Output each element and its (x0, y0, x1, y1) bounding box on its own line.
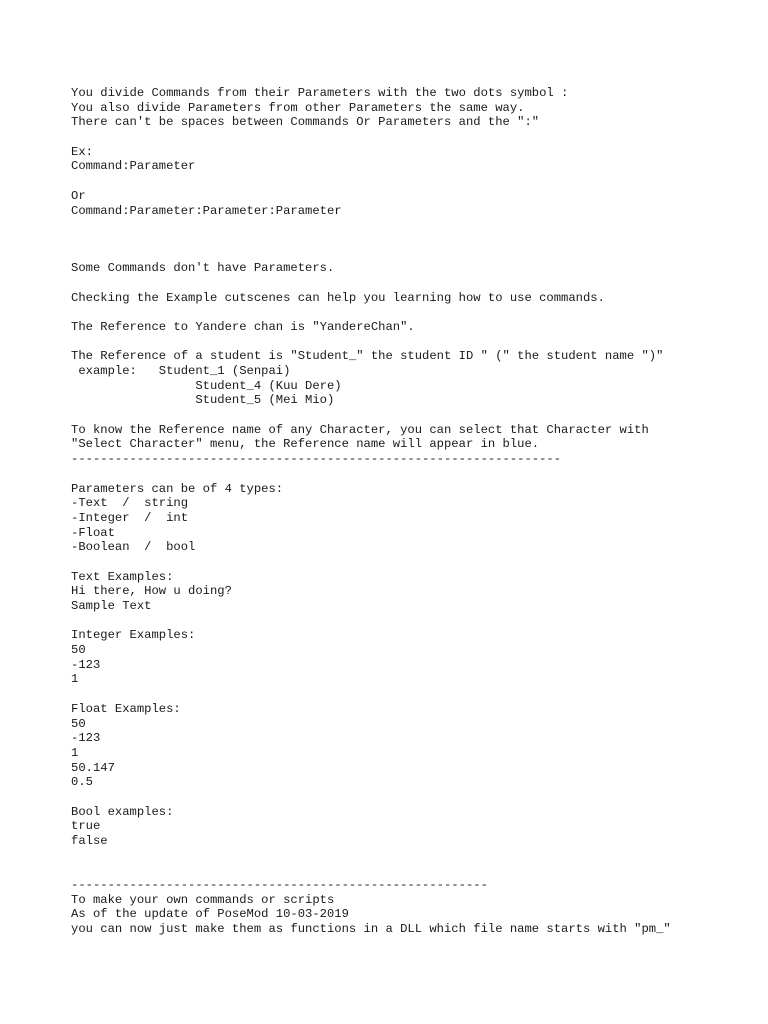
text-line: Command:Parameter (71, 159, 196, 174)
paragraph (71, 291, 761, 306)
text-line: The Reference to Yandere chan is "YandereChan". (71, 319, 415, 334)
text-line: The Reference of a student is "Student_" the student ID " (" the student name ")" (71, 349, 664, 364)
text-line: -Boolean / bool (71, 540, 196, 555)
paragraph-spacer (71, 174, 761, 189)
text-line: You also divide Parameters from other Parameters the same way. (71, 100, 525, 115)
paragraph (71, 261, 761, 276)
paragraph-spacer (71, 614, 761, 629)
paragraph (71, 702, 761, 790)
text-line: 0.5 (71, 775, 93, 790)
text-line: "Select Character" menu, the Reference name will appear in blue. (71, 437, 540, 452)
text-line: Command:Parameter:Parameter:Parameter (71, 203, 342, 218)
text-line: Or (71, 188, 86, 203)
text-line: Text Examples: (71, 569, 174, 584)
text-line: -123 (71, 657, 101, 672)
paragraph (71, 570, 761, 614)
text-line: example: Student_1 (Senpai) (71, 364, 291, 378)
text-line: -123 (71, 731, 101, 746)
paragraph-spacer (71, 467, 761, 482)
paragraph (71, 145, 761, 174)
text-line: 1 (71, 672, 79, 687)
document-body (71, 86, 761, 937)
paragraph (71, 86, 761, 130)
paragraph (71, 878, 761, 937)
paragraph-spacer (71, 555, 761, 570)
text-line: Parameters can be of 4 types: (71, 481, 284, 496)
paragraph (71, 320, 761, 335)
text-line: 1 (71, 745, 79, 760)
text-line: To know the Reference name of any Character, you can select that Character with (71, 422, 649, 437)
paragraph-spacer (71, 276, 761, 291)
paragraph (71, 805, 761, 849)
paragraph-spacer (71, 305, 761, 320)
text-line: --------------------------------------------------------- (71, 878, 488, 893)
text-line: Bool examples: (71, 804, 174, 819)
paragraph (71, 628, 761, 687)
text-line: false (71, 834, 108, 848)
text-line: ------------------------------------------------------------------- (71, 452, 562, 467)
text-line: Ex: (71, 144, 93, 159)
text-line: Hi there, How u doing? (71, 584, 232, 599)
text-line: Integer Examples: (71, 628, 196, 643)
text-line: Student_5 (Mei Mio) (71, 393, 335, 408)
text-line: Checking the Example cutscenes can help you learning how to use commands. (71, 290, 605, 305)
text-line: -Text / string (71, 496, 189, 511)
text-line: Some Commands don't have Parameters. (71, 261, 335, 276)
paragraph (71, 482, 761, 555)
paragraph (71, 349, 761, 408)
paragraph (71, 423, 761, 467)
text-line: 50 (71, 643, 86, 658)
text-line: Float Examples: (71, 701, 181, 716)
text-line: 50.147 (71, 760, 115, 775)
paragraph-spacer (71, 130, 761, 145)
text-line: You divide Commands from their Parameters with the two dots symbol : (71, 86, 569, 100)
text-line: There can't be spaces between Commands Or Parameters and the ":" (71, 115, 540, 130)
text-line: -Float (71, 525, 115, 540)
paragraph-spacer (71, 849, 761, 878)
paragraph-spacer (71, 218, 761, 261)
paragraph-spacer (71, 335, 761, 350)
paragraph (71, 189, 761, 218)
text-line: -Integer / int (71, 510, 189, 525)
text-line: As of the update of PoseMod 10-03-2019 (71, 907, 349, 922)
text-line: Student_4 (Kuu Dere) (71, 378, 342, 393)
text-line: true (71, 819, 101, 834)
paragraph-spacer (71, 687, 761, 702)
text-line: To make your own commands or scripts (71, 892, 335, 907)
text-line: you can now just make them as functions in a DLL which file name starts with "pm_" (71, 922, 671, 937)
text-line: 50 (71, 716, 86, 731)
paragraph-spacer (71, 408, 761, 423)
text-line: Sample Text (71, 599, 152, 613)
paragraph-spacer (71, 790, 761, 805)
